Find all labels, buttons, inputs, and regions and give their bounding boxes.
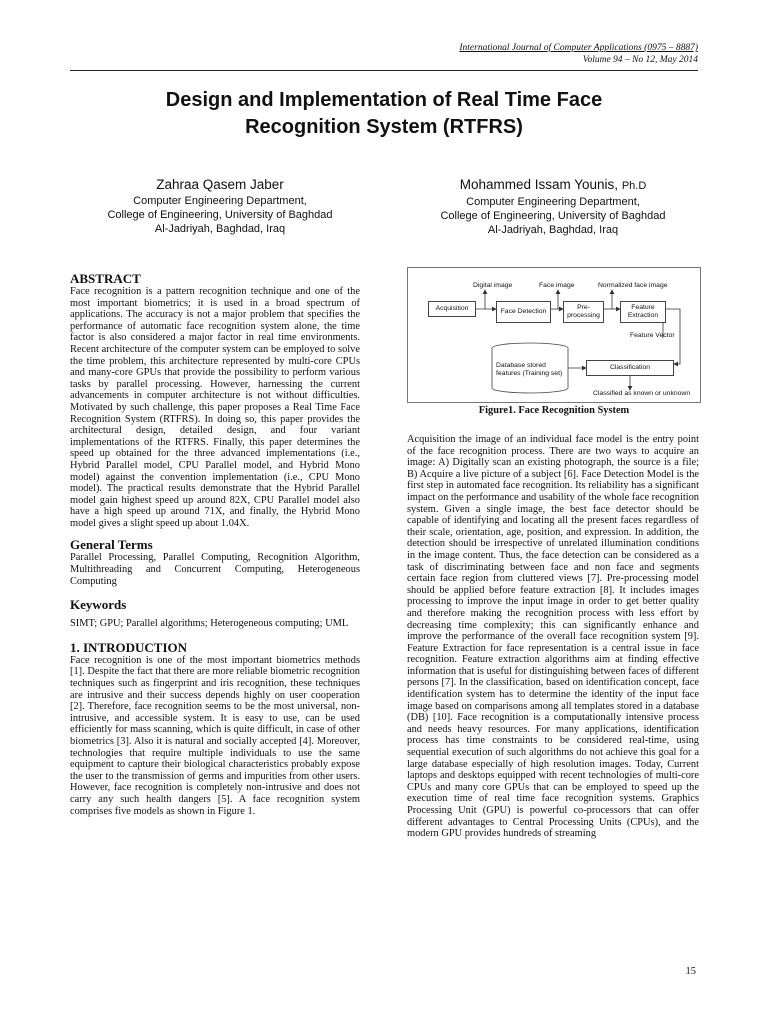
label-face-image: Face image <box>539 282 575 289</box>
author-dept: Computer Engineering Department, <box>133 195 307 207</box>
author-college: College of Engineering, University of Baghdad <box>440 210 666 222</box>
general-terms-text: Parallel Processing, Parallel Computing, Recognition Algorithm, Multithreading and Concurrent Computing, Heterogeneous Computing <box>70 552 360 587</box>
journal-volume: Volume 94 – No 12, May 2014 <box>582 55 698 65</box>
title-line-2: Recognition System (RTFRS) <box>245 116 523 138</box>
journal-name: International Journal of Computer Applications (0975 – 8887) <box>459 43 698 53</box>
author-college: College of Engineering, University of Baghdad <box>107 209 333 221</box>
label-classified: Classified as known or unknown <box>593 390 691 397</box>
box-preprocessing: Pre-processing <box>563 301 604 323</box>
label-digital-image: Digital image <box>473 282 513 289</box>
box-acquisition: Acquisition <box>428 301 476 317</box>
author-name: Mohammed Issam Younis, <box>459 177 619 192</box>
author-2 <box>403 176 703 237</box>
left-column <box>70 271 360 817</box>
box-classification: Classification <box>586 360 674 376</box>
box-feature-extraction: Feature Extraction <box>620 301 666 323</box>
abstract-heading: ABSTRACT <box>70 271 141 286</box>
figure-caption: Figure1. Face Recognition System <box>478 405 630 416</box>
title-line-1: Design and Implementation of Real Time Face <box>165 89 603 111</box>
right-column <box>407 434 699 840</box>
abstract-text: Face recognition is a pattern recognition technique and one of the most important biometrics; it is used in a broad spectrum of applications. The accuracy is not a major problem that specifies the performance of automatic face recognition system alone, the time factor is also considered a major factor in real time environments. Recent architecture of the computer system can be employed to solve the time problem, this architecture represented by multi-core CPUs and many-core GPUs that provide the possibility to perform various tasks by parallel processing. However, harnessing the current advancements in computer architecture is not without difficulties. Motivated by such challenge, this paper proposes a Real Time Face Recognition System (RTFRS). In doing so, this paper provides the architectural design, detailed design, and four variant implementations of the RTFRS. Finally, this paper determines the speed up obtained for the three advanced implementations (i.e., Hybrid Parallel model, CPU Parallel model, and Hybrid Mono model) against the convention implementation (i.e., CPU Mono model). The practical results demonstrate that the Hybrid Parallel model gain highest speed up around 82X, CPU Parallel model also have a high speed up around 71X, and finally, the Hybrid Mono model gives a slight speed up about 1.04X. <box>70 286 360 529</box>
page-number: 15 <box>685 966 696 977</box>
author-address: Al-Jadriyah, Baghdad, Iraq <box>487 224 619 236</box>
label-normalized: Normalized face image <box>598 282 668 289</box>
box-face-detection: Face Detection <box>496 301 551 323</box>
introduction-text: Face recognition is one of the most important biometrics methods [1]. Despite the fact that there are more reliable biometric recognition techniques such as fingerprint and iris recognition, these techniques are intrusive and their success depends highly on user cooperation [2]. Therefore, face recognition seems to be the most universal, non-intrusive, and accessible system. It is easy to use, can be used efficiently for mass scanning, which is quite difficult, in case of other biometrics [3]. Also it is natural and socially accepted [4]. Moreover, technologies that require multiple individuals to use the same equipment to capture their biological characteristics probably expose the user to the transmission of germs and impurities from other users. However, face recognition is completely non-intrusive and does not carry any such health dangers [5]. A face recognition system comprises five models as shown in Figure 1. <box>70 654 360 817</box>
author-1 <box>70 176 370 236</box>
header-rule <box>70 70 698 71</box>
author-degree: Ph.D <box>621 180 647 192</box>
author-dept: Computer Engineering Department, <box>466 196 640 208</box>
paper-title <box>70 87 698 141</box>
author-name: Zahraa Qasem Jaber <box>156 177 284 192</box>
box-database: Database stored features (Training set) <box>496 362 563 377</box>
keywords-text: SIMT; GPU; Parallel algorithms; Heterogeneous computing; UML <box>70 618 349 630</box>
figure-face-recognition-system <box>407 267 701 403</box>
introduction-heading: 1. INTRODUCTION <box>70 639 188 655</box>
author-address: Al-Jadriyah, Baghdad, Iraq <box>154 223 286 235</box>
keywords-heading: Keywords <box>70 597 127 613</box>
general-terms-heading: General Terms <box>70 537 153 553</box>
right-column-text: Acquisition the image of an individual face model is the entry point of the face recognition process. There are two ways to acquire an image: A) Digitally scan an existing photograph, the source is a file; B) Acquire a live picture of a subject [6]. Face Detection Model is the first step in automated face recognition. Its reliability has a significant impact on the performance and usability of the whole face recognition system. Given a single image, the best face detector should be capable of identifying and locating all the present faces regardless of their scale, orientation, age, position, and expression. In addition, the detection should be irrespective of unrelated illumination conditions in the image content. Thus, the face detection can be considered as a task of discriminating between face and non face and segments certain face region from cluttered views [7]. Pre-processing model should be applied before feature extraction [8]. It includes images processing to improve the input image in order to get better quality and therefore making the recognition process with less effort by decreasing time complexity; this can significantly enhance and improve the performance of the overall face recognition system [9]. Feature Extraction for face representation is a central issue in face recognition. Feature extraction algorithms aim at finding effective information that is useful for distinguishing between faces of different persons [7]. In the classification, based on identification concept, face identification system has to determine the identity of the input face image based on comparisons among all templates stored in a database (DB) [10]. Face recognition is a computationally intensive process and needs heavy resources. For many applications, identification process has time constraints to be considered real-time, using sequential execution of such algorithms do not achieve this goal for a large database especially of high resolution images. Today, Current laptops and desktops equipped with recent technologies of multi-core CPUs and many core GPUs that can be employed to speed up the execution time of real time face recognition systems. Graphics Processing Unit (GPU) is powerful co-processors that can offer different advantages to Central Processing Units (CPUs), and the modern GPU provides hundreds of streaming <box>407 434 699 840</box>
journal-header <box>459 42 698 66</box>
label-feature-vector: Feature Vector <box>630 332 675 339</box>
